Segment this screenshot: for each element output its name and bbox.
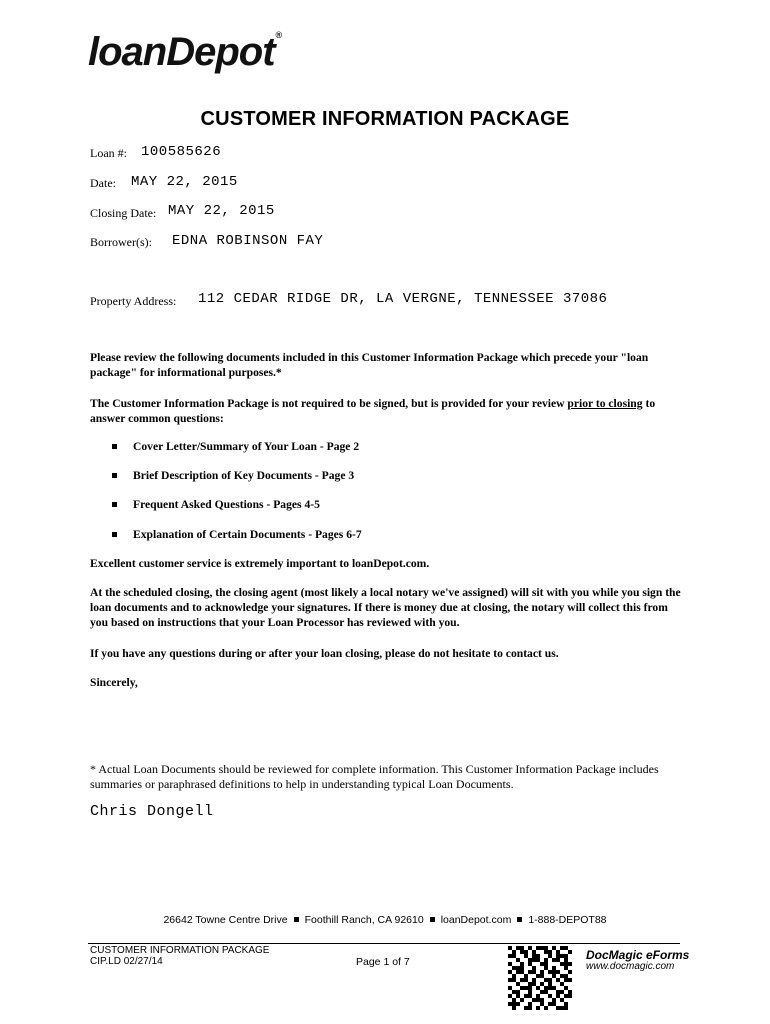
list-item [112,528,362,541]
questions-paragraph: If you have any questions during or after your loan closing, please do not hesitate to contact us. [90,647,559,660]
footer-form-name: CUSTOMER INFORMATION PACKAGE [90,945,270,956]
separator-icon [517,917,522,922]
list-item [112,469,354,482]
footer-divider [88,943,680,944]
property-address-label: Property Address: [90,294,177,308]
bullet-icon [112,444,117,449]
footnote: * Actual Loan Documents should be reviewed for complete information. This Customer Information Package includes summaries or paraphrased definitions to help in understanding typical Loan Documents. [90,762,659,791]
list-item-text: Explanation of Certain Documents - Pages 6-7 [133,528,362,541]
logo-registered-mark: ® [275,30,282,40]
intro-paragraph: Please review the following documents included in this Customer Information Package which precede your "loan package" for informational purposes.* [90,351,649,379]
closing-paragraph: At the scheduled closing, the closing agent (most likely a local notary we've assigned) will sit with you while you sign the loan documents and to acknowledge your signatures. If there is money due at closing, the notary will collect this from you based on instructions that your Loan Processor has reviewed with you. [90,586,681,629]
footer-address [0,914,770,926]
list-item-text: Brief Description of Key Documents - Page 3 [133,469,355,482]
list-item-text: Frequent Asked Questions - Pages 4-5 [133,498,320,511]
footer-phone: 1-888-DEPOT88 [528,914,607,926]
loan-number-label: Loan #: [90,146,127,160]
date-value: MAY 22, 2015 [131,174,238,190]
bullet-icon [112,473,117,478]
signer-name: Chris Dongell [90,803,214,820]
docmagic-url: www.docmagic.com [586,961,675,972]
separator-icon [294,917,299,922]
borrower-value: EDNA ROBINSON FAY [172,233,324,249]
page-title: CUSTOMER INFORMATION PACKAGE [200,108,570,130]
property-address-value: 112 CEDAR RIDGE DR, LA VERGNE, TENNESSEE 37086 [198,291,608,307]
sincerely-text: Sincerely, [90,676,138,689]
notice-paragraph [90,396,682,426]
barcode-icon [508,946,572,1010]
notice-text: The Customer Information Package is not required to be signed, but is provided for your review [90,397,568,410]
list-item [112,498,320,511]
loandepot-logo [88,30,281,75]
footer-form-info [90,945,269,967]
borrower-label: Borrower(s): [90,235,152,249]
closing-date-value: MAY 22, 2015 [168,203,275,219]
bullet-icon [112,502,117,507]
page-number: Page 1 of 7 [356,956,410,968]
logo-text: loanDepot [88,30,275,74]
loan-number-value: 100585626 [141,144,222,160]
docmagic-logo: DocMagic eForms [586,948,690,962]
service-paragraph: Excellent customer service is extremely important to loanDepot.com. [90,557,430,570]
footer-website: loanDepot.com [440,914,512,926]
list-item-text: Cover Letter/Summary of Your Loan - Page 2 [133,440,360,453]
footer-city: Foothill Ranch, CA 92610 [304,914,424,926]
closing-date-label: Closing Date: [90,206,157,220]
notice-underlined-text: prior to closing [567,397,643,410]
bullet-icon [112,532,117,537]
list-item [112,440,359,453]
footer-street: 26642 Towne Centre Drive [163,914,288,926]
footer-form-code: CIP.LD 02/27/14 [90,956,163,967]
separator-icon [430,917,435,922]
date-label: Date: [90,176,116,190]
notice-text-end: to answer common questions: [90,397,656,425]
